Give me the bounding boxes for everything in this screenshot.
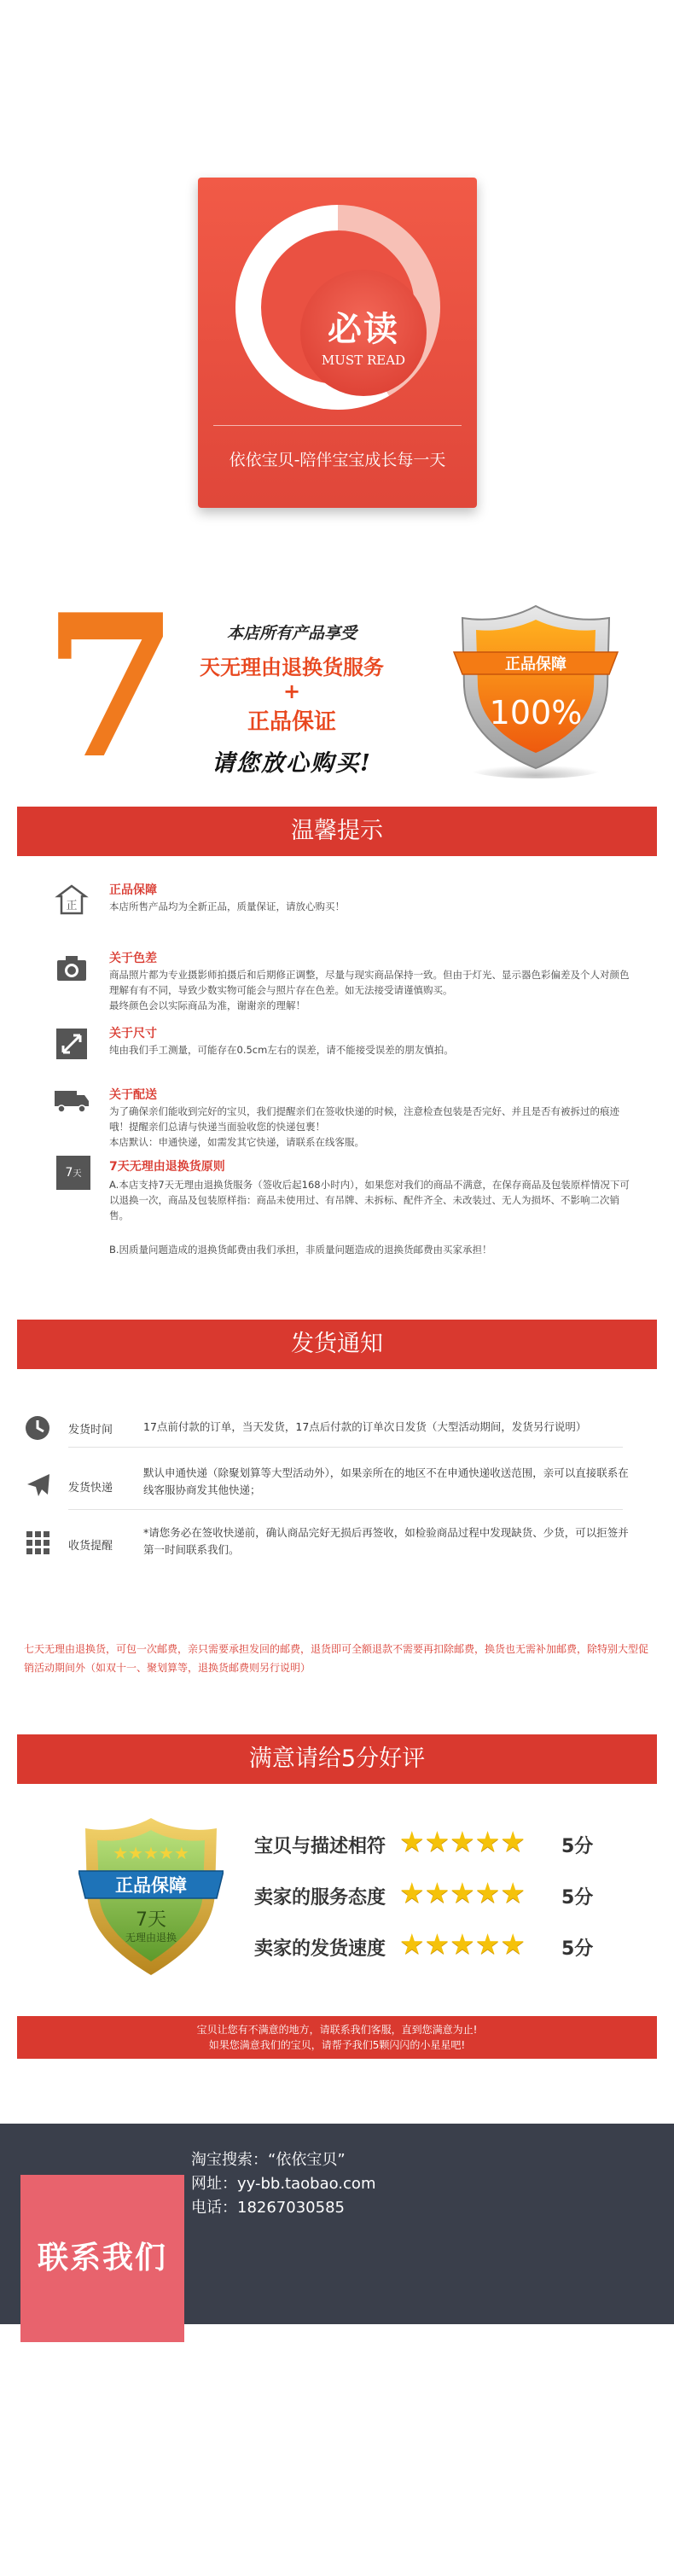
tip-title: 正品保障 (109, 883, 157, 897)
plane-icon (24, 1471, 53, 1500)
ship-text: *请您务必在签收快递前，确认商品完好无损后再签收，如检验商品过程中发现缺货、少货，可以拒签并第一时间联系我们。 (143, 1526, 629, 1556)
tip-body: 本店所售产品均为全新正品，质量保证，请放心购买！ (109, 900, 345, 912)
must-read-title-en: MUST READ (321, 353, 406, 368)
tip-title: 7天无理由退换货原则 (109, 1160, 225, 1174)
shield-top-text: 正品保障 (505, 656, 567, 673)
ship-label: 发货快递 (68, 1482, 113, 1495)
svg-text:正: 正 (66, 900, 78, 912)
promise-line3: 正品保证 (247, 709, 336, 735)
ship-label: 收货提醒 (68, 1540, 113, 1553)
rating-label: 卖家的服务态度 (254, 1887, 386, 1909)
shipping-header: 发货通知 (17, 1320, 657, 1369)
tip-body: 商品照片都为专业摄影师拍摄后和后期修正调整，尽量与现实商品保持一致。但由于灯光、显示器色彩偏差及个人对颜色理解有有不同，导致少数实物可能会与照片存在色差。如无法接受请谨慎购买。 (109, 969, 630, 996)
promise-text-block (155, 621, 428, 778)
footer-search: 淘宝搜索：“依依宝贝” (191, 2151, 346, 2169)
badge-sub-text: 无理由退换 (125, 1932, 177, 1944)
must-read-ring-gap (261, 230, 415, 384)
tip-body: A.本店支持7天无理由退换货服务（签收后起168小时内），如果您对我们的商品不满意，在保存商品及包装原样情况下可以退换一次，商品及包装原样指：商品未使用过、有吊牌、未拆标、配件齐全、未改装过、无人为损坏、不影响二次销售。 (109, 1179, 630, 1221)
ship-label: 发货时间 (68, 1424, 113, 1437)
must-read-badge (300, 270, 427, 396)
rating-note-line2: 如果您满意我们的宝贝，请帮予我们5颗闪闪的小星星吧! (208, 2039, 466, 2051)
tip-body-extra: 最终颜色会以实际商品为准，谢谢亲的理解！ (109, 1000, 305, 1011)
ship-text: 17点前付款的订单，当天发货，17点后付款的订单次日发货（大型活动期间，发货另行说明） (143, 1420, 587, 1433)
tips-header: 温馨提示 (17, 807, 657, 856)
tip-title: 关于配送 (109, 1088, 157, 1102)
must-read-ring (235, 205, 440, 410)
promise-line1: 本店所有产品享受 (226, 624, 357, 643)
footer-url-link[interactable]: 网址：yy-bb.taobao.com (191, 2175, 376, 2193)
rating-score: 5分 (561, 1938, 594, 1960)
tip-title: 关于色差 (109, 952, 157, 965)
seven-day-icon: 7天 (56, 1156, 90, 1190)
rating-note (17, 2016, 657, 2059)
rating-label: 宝贝与描述相符 (254, 1836, 386, 1857)
star-rating-icon: ★★★★★ (399, 1876, 526, 1909)
must-read-divider (213, 425, 462, 426)
rating-header: 满意请给5分好评 (17, 1734, 657, 1784)
star-rating-icon: ★★★★★ (399, 1825, 526, 1858)
shield-value-text: 100% (489, 694, 583, 731)
tip-body-extra: 本店默认：申通快递，如需发其它快递，请联系在线客服。 (109, 1136, 364, 1148)
shipping-note: 七天无理由退换货，可包一次邮费，亲只需要承担发回的邮费，退货即可全额退款不需要再扣除邮费，换货也无需补加邮费，除特别大型促销活动期间外（如双十一、聚划算等，退换货邮费则另行说明） (24, 1643, 649, 1674)
rating-label: 卖家的发货速度 (254, 1938, 386, 1960)
badge-stars: ★★★★★ (113, 1843, 189, 1863)
tip-title: 关于尺寸 (109, 1027, 157, 1040)
tip-body-extra: B.因质量问题造成的退换货邮费由我们承担，非质量问题造成的退换货邮费由买家承担！ (109, 1244, 492, 1256)
contact-us-button[interactable]: 联系我们 (20, 2175, 184, 2342)
truck-icon (53, 1082, 87, 1116)
big-seven-number: 7 (43, 572, 180, 802)
grid-icon (26, 1530, 51, 1556)
tip-body: 为了确保亲们能收到完好的宝贝，我们提醒亲们在签收快递的时候，注意检查包装是否完好、并且是否有被拆过的痕迹哦！提醒亲们总请与快递当面验收您的快递包裹！ (109, 1105, 619, 1133)
ship-divider (68, 1447, 623, 1448)
rating-score: 5分 (561, 1836, 594, 1857)
camera-icon (55, 952, 89, 986)
badge-top-text: 正品保障 (115, 1875, 187, 1896)
promise-line4: 请您放心购买! (212, 750, 372, 777)
promise-plus: + (282, 679, 301, 703)
tip-body: 纯由我们手工测量，可能存在0.5cm左右的误差，请不能接受误差的朋友慎拍。 (109, 1044, 454, 1056)
badge-days-text: 7天 (136, 1909, 166, 1931)
must-read-title-cn: 必读 (328, 309, 399, 349)
star-rating-icon: ★★★★★ (399, 1927, 526, 1961)
ruler-icon (55, 1027, 89, 1061)
rating-score: 5分 (561, 1887, 594, 1909)
ship-divider (68, 1509, 623, 1510)
promise-line2: 天无理由退换货服务 (200, 656, 384, 679)
must-read-slogan: 依依宝贝-陪伴宝宝成长每一天 (229, 451, 446, 469)
must-read-card (198, 178, 477, 508)
guarantee-shield-icon (450, 601, 621, 780)
clock-icon (24, 1414, 51, 1442)
authentic-icon (55, 883, 89, 917)
footer-phone: 电话：18267030585 (191, 2199, 345, 2217)
ship-text: 默认申通快递（除聚划算等大型活动外），如果亲所在的地区不在申通快递收送范围，亲可以直接联系在线客服协商发其他快递； (143, 1466, 629, 1496)
guarantee-badge-icon (78, 1816, 224, 1979)
rating-note-line1: 宝贝让您有不满意的地方，请联系我们客服，直到您满意为止! (196, 2024, 478, 2036)
